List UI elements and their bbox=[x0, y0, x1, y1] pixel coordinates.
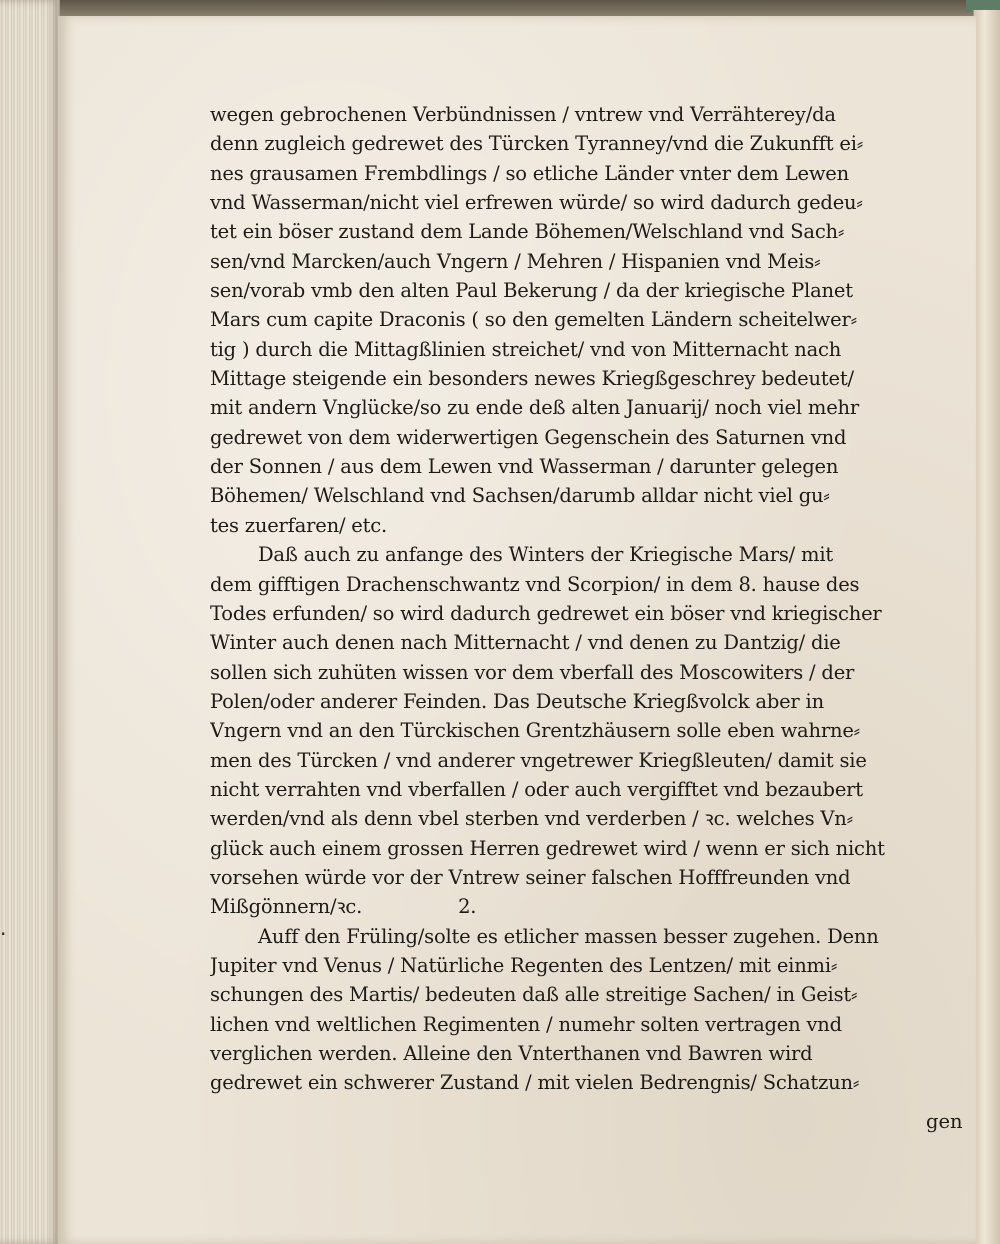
text-line: vorsehen würde vor der Vntrew seiner falschen Hofffreunden vnd bbox=[210, 865, 851, 889]
text-line: men des Türcken / vnd anderer vngetrewer Kriegßleuten/ damit sie bbox=[210, 748, 867, 772]
paragraph-start-line: Daß auch zu anfange des Winters der Kriegische Mars/ mit bbox=[258, 543, 834, 567]
text-line: nes grausamen Frembdlings / so etliche Länder vnter dem Lewen bbox=[210, 161, 850, 185]
text-line: sen/vorab vmb den alten Paul Bekerung / da der kriegische Planet bbox=[210, 279, 853, 303]
page-fore-edge bbox=[0, 0, 60, 1244]
text-line: gedrewet ein schwerer Zustand / mit vielen Bedrengnis/ Schatzun⸗ bbox=[210, 1071, 860, 1095]
book-page bbox=[58, 16, 976, 1244]
paragraph-start-line: Auff den Früling/solte es etlicher massen besser zugehen. Denn bbox=[258, 924, 879, 948]
text-line: Todes erfunden/ so wird dadurch gedrewet ein böser vnd kriegischer bbox=[210, 601, 882, 625]
text-line: schungen des Martis/ bedeuten daß alle streitige Sachen/ in Geist⸗ bbox=[210, 983, 858, 1007]
text-line: denn zugleich gedrewet des Türcken Tyranney/vnd die Zukunfft ei⸗ bbox=[210, 132, 864, 156]
text-line: glück auch einem grossen Herren gedrewet wird / wenn er sich nicht bbox=[210, 836, 885, 860]
text-line: sollen sich zuhüten wissen vor dem vberfall des Moscowiters / der bbox=[210, 660, 855, 684]
text-line: wegen gebrochenen Verbündnissen / vntrew vnd Verrähterey/da bbox=[210, 103, 836, 126]
text-line: werden/vnd als denn vbel sterben vnd verderben / ꝛc. welches Vn⸗ bbox=[210, 807, 853, 831]
text-line: dem gifftigen Drachenschwantz vnd Scorpion/ in dem 8. hause des bbox=[210, 572, 860, 596]
catchword: gen bbox=[926, 1110, 963, 1133]
text-line: Jupiter vnd Venus / Natürliche Regenten des Lentzen/ mit einmi⸗ bbox=[210, 953, 838, 977]
text-line: mit andern Vnglücke/so zu ende deß alten Januarij/ noch viel mehr bbox=[210, 396, 860, 420]
text-line: nicht verrahten vnd vberfallen / oder auch vergifftet vnd bezaubert bbox=[210, 777, 863, 801]
margin-mark: · bbox=[0, 922, 7, 946]
text-line: Winter auch denen nach Mitternacht / vnd denen zu Dantzig/ die bbox=[210, 631, 841, 655]
text-line: Böhemen/ Welschland vnd Sachsen/darumb alldar nicht viel gu⸗ bbox=[210, 484, 830, 508]
text-line: Mars cum capite Draconis ( so den gemelten Ländern scheitelwer⸗ bbox=[210, 308, 857, 332]
text-line: Polen/oder anderer Feinden. Das Deutsche Kriegßvolck aber in bbox=[210, 689, 824, 713]
text-line: lichen vnd weltlichen Regimenten / numehr solten vertragen vnd bbox=[210, 1012, 842, 1036]
text-line: der Sonnen / aus dem Lewen vnd Wasserman / darunter gelegen bbox=[210, 455, 839, 479]
text-line: tig ) durch die Mittagßlinien streichet/ vnd von Mitternacht nach bbox=[210, 337, 842, 361]
text-line: verglichen werden. Alleine den Vnterthanen vnd Bawren wird bbox=[210, 1042, 813, 1065]
text-line: Mißgönnern/ꝛc. 2. bbox=[210, 895, 477, 919]
text-line: Vngern vnd an den Türckischen Grentzhäusern solle eben wahrne⸗ bbox=[210, 719, 860, 743]
text-line: Mittage steigende ein besonders newes Kriegßgeschrey bedeutet/ bbox=[210, 367, 854, 391]
text-line: sen/vnd Marcken/auch Vngern / Mehren / Hispanien vnd Meis⸗ bbox=[210, 249, 821, 273]
text-line: tet ein böser zustand dem Lande Böhemen/Welschland vnd Sach⸗ bbox=[210, 220, 845, 244]
text-line: gedrewet von dem widerwertigen Gegenschein des Saturnen vnd bbox=[210, 425, 847, 449]
text-line: vnd Wasserman/nicht viel erfrewen würde/ so wird dadurch gedeu⸗ bbox=[210, 191, 863, 215]
text-line: tes zuerfaren/ etc. bbox=[210, 513, 388, 537]
binding-gutter bbox=[973, 10, 1000, 1244]
body-text bbox=[210, 100, 976, 1098]
